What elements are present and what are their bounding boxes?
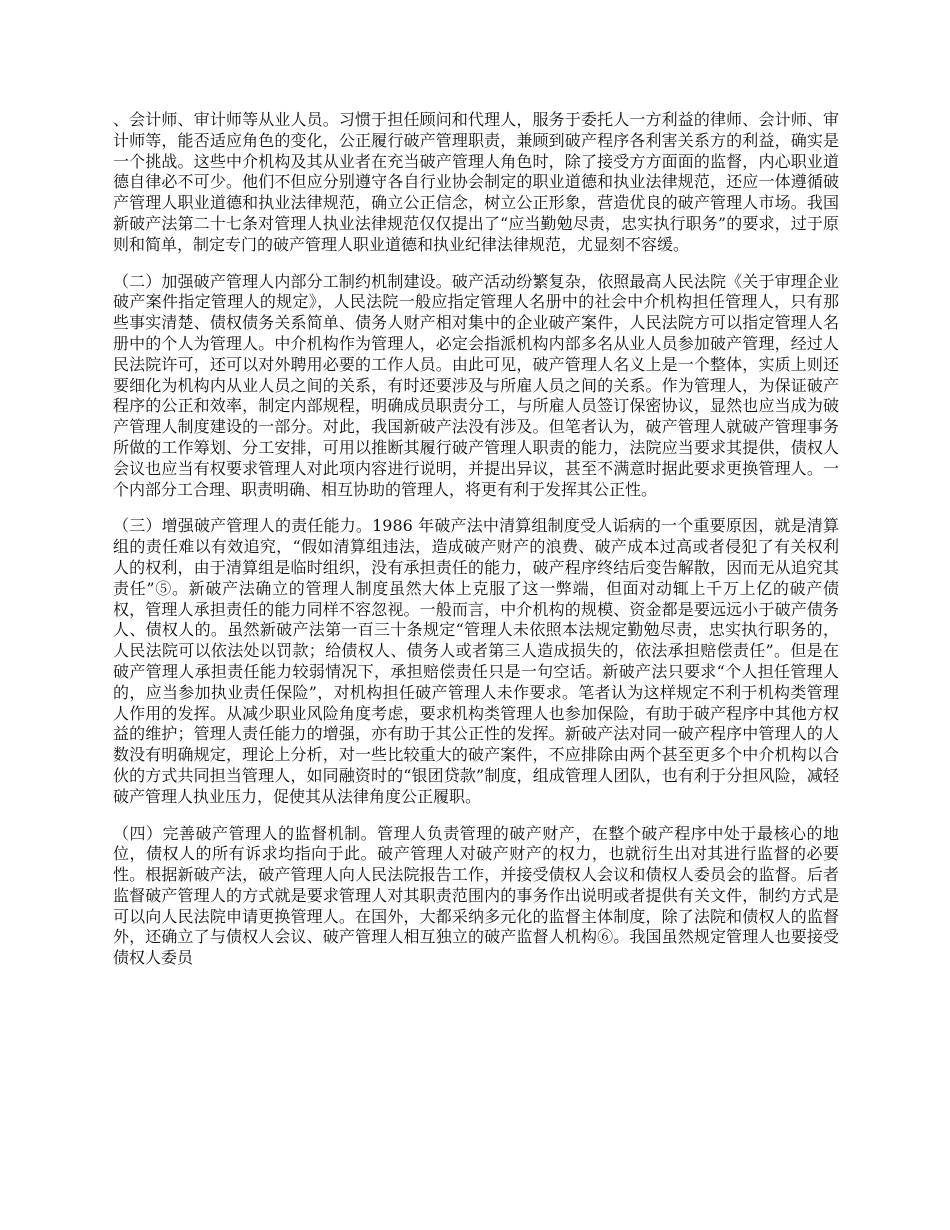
paragraph-liability-capacity: （三）增强破产管理人的责任能力。1986 年破产法中清算组制度受人诟病的一个重要原因，就是清算组的责任难以有效追究，“假如清算组违法，造成破产财产的浪费、破产成本过高或者侵犯了有关权利人的权利，由于清算组是临时组织，没有承担责任的能力，破产程序终结后变告解散，因而无从追究其责任”⑤。新破产法确立的管理人制度虽然大体上克服了这一弊端，但面对动辄上千万上亿的破产债权，管理人承担责任的能力同样不容忽视。一般而言，中介机构的规模、资金都是要远远小于破产债务人、债权人的。虽然新破产法第一百三十条规定“管理人未依照本法规定勤勉尽责，忠实执行职务的，人民法院可以依法处以罚款；给债权人、债务人或者第三人造成损失的，依法承担赔偿责任”。但是在破产管理人承担责任能力较弱情况下，承担赔偿责任只是一句空话。新破产法只要求“个人担任管理人的，应当参加执业责任保险”，对机构担任破产管理人未作要求。笔者认为这样规定不利于机构类管理人作用的发挥。从减少职业风险角度考虑，要求机构类管理人也参加保险，有助于破产程序中其他方权益的维护；管理人责任能力的增强，亦有助于其公正性的发挥。新破产法对同一破产程序中管理人的人数没有明确规定，理论上分析，对一些比较重大的破产案件，不应排除由两个甚至更多个中介机构以合伙的方式共同担当管理人，如同融资时的“银团贷款”制度，组成管理人团队，也有利于分担风险，减轻破产管理人执业压力，促使其从法律角度公正履职。: [113, 516, 839, 806]
paragraph-supervision-mechanism: （四）完善破产管理人的监督机制。管理人负责管理的破产财产，在整个破产程序中处于最核心的地位，债权人的所有诉求均指向于此。破产管理人对破产财产的权力，也就衍生出对其进行监督的必要性。根据新破产法，破产管理人向人民法院报告工作，并接受债权人会议和债权人委员会的监督。后者监督破产管理人的方式就是要求管理人对其职责范围内的事务作出说明或者提供有关文件，制约方式是可以向人民法院申请更换管理人。在国外，大都采纳多元化的监督主体制度，除了法院和债权人的监督外，还确立了与债权人会议、破产管理人相互独立的破产监督人机构⑥。我国虽然规定管理人也要接受债权人委员: [113, 823, 839, 968]
document-body: [113, 110, 839, 985]
paragraph-internal-division: （二）加强破产管理人内部分工制约机制建设。破产活动纷繁复杂，依照最高人民法院《关于审理企业破产案件指定管理人的规定》，人民法院一般应指定管理人名册中的社会中介机构担任管理人，只有那些事实清楚、债权债务关系简单、债务人财产相对集中的企业破产案件，人民法院方可以指定管理人名册中的个人为管理人。中介机构作为管理人，必定会指派机构内部多名从业人员参加破产管理，经过人民法院许可，还可以对外聘用必要的工作人员。由此可见，破产管理人名义上是一个整体，实质上则还要细化为机构内从业人员之间的关系，有时还要涉及与所雇人员之间的关系。作为管理人，为保证破产程序的公正和效率，制定内部规程，明确成员职责分工，与所雇人员签订保密协议，显然也应当成为破产管理人制度建设的一部分。对此，我国新破产法没有涉及。但笔者认为，破产管理人就破产管理事务所做的工作筹划、分工安排，可用以推断其履行破产管理人职责的能力，法院应当要求其提供，债权人会议也应当有权要求管理人对此项内容进行说明，并提出异议，甚至不满意时据此要求更换管理人。一个内部分工合理、职责明确、相互协助的管理人，将更有利于发挥其公正性。: [113, 271, 839, 499]
paragraph-professional-ethics: 、会计师、审计师等从业人员。习惯于担任顾问和代理人，服务于委托人一方利益的律师、会计师、审计师等，能否适应角色的变化，公正履行破产管理职责，兼顾到破产程序各利害关系方的利益，确实是一个挑战。这些中介机构及其从业者在充当破产管理人角色时，除了接受方方面面的监督，内心职业道德自律必不可少。他们不但应分别遵守各自行业协会制定的职业道德和执业法律规范，还应一体遵循破产管理人职业道德和执业法律规范，确立公正信念，树立公正形象，营造优良的破产管理人市场。我国新破产法第二十七条对管理人执业法律规范仅仅提出了“应当勤勉尽责，忠实执行职务”的要求，过于原则和简单，制定专门的破产管理人职业道德和执业纪律法律规范，尤显刻不容缓。: [113, 110, 839, 254]
